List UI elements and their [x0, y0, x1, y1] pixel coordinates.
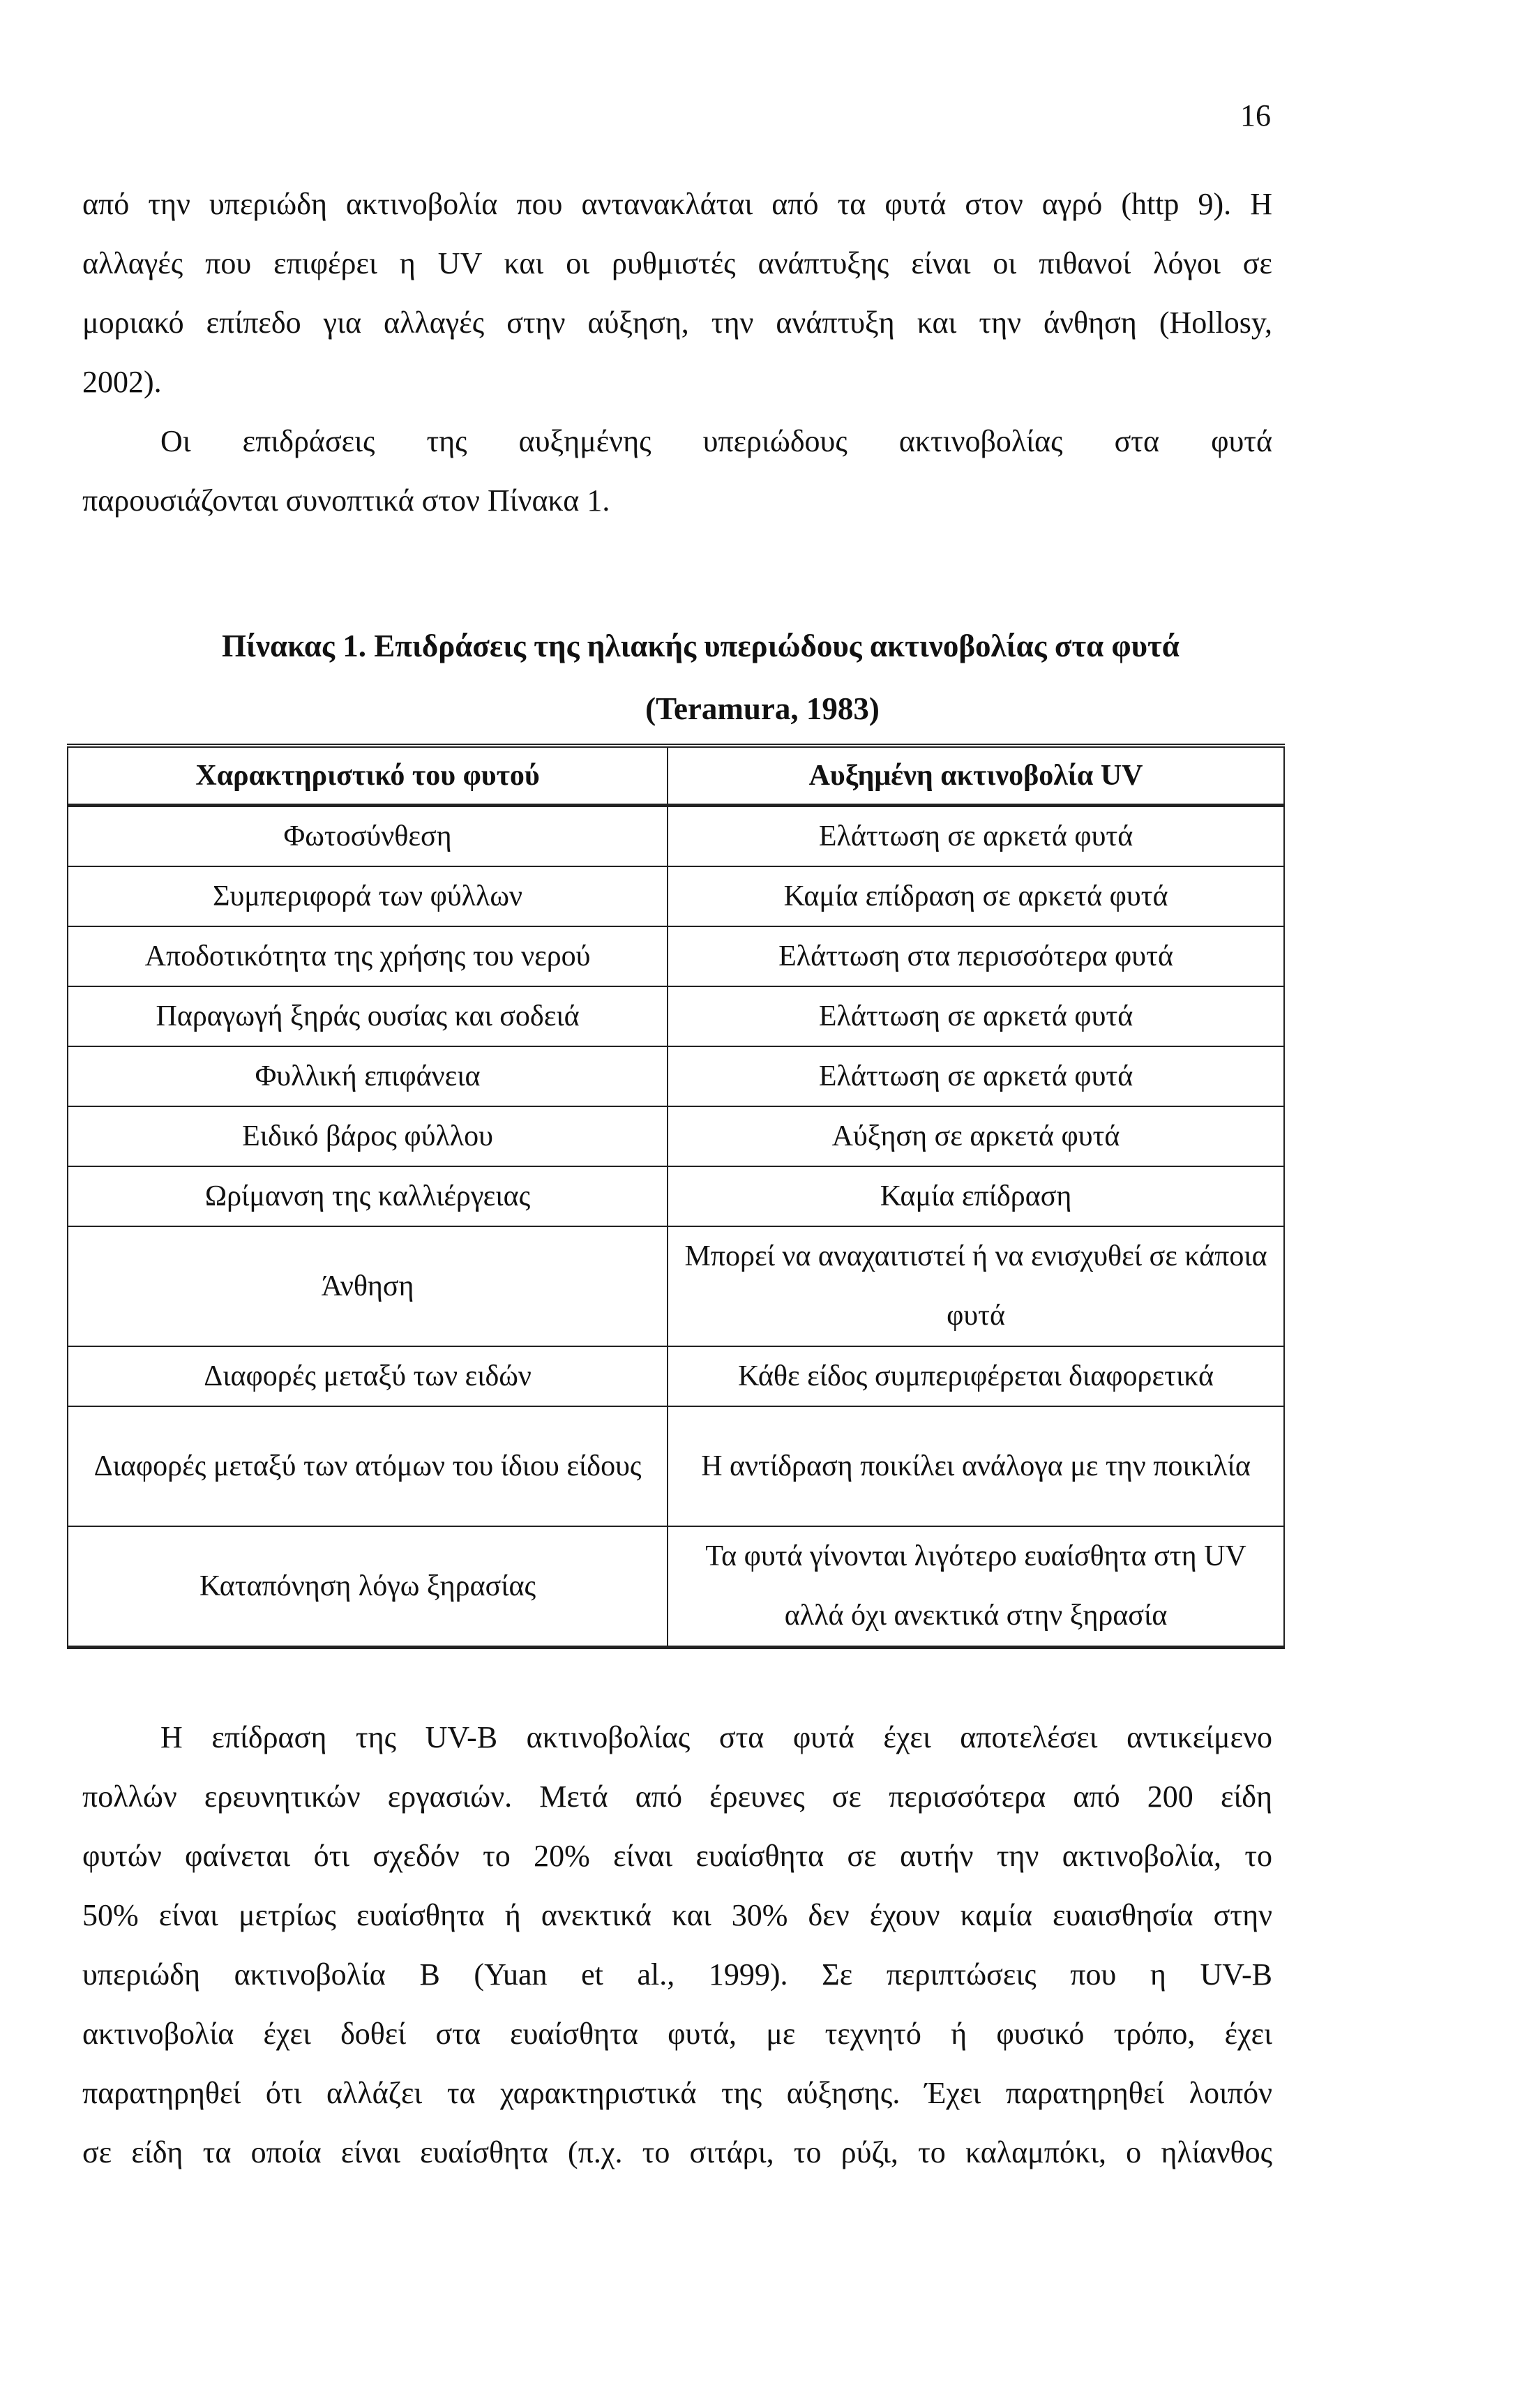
table-cell: Διαφορές μεταξύ των ειδών: [68, 1346, 668, 1406]
text-line: 2002).: [82, 365, 162, 399]
table-cell: Φωτοσύνθεση: [68, 806, 668, 867]
table-cell: Ελάττωση σε αρκετά φυτά: [668, 806, 1284, 867]
table-row: [68, 1526, 1284, 1648]
text-line: αλλαγές που επιφέρει η UV και οι ρυθμιστές ανάπτυξης είναι οι πιθανοί λόγοι σε: [82, 246, 1272, 280]
table-caption: Πίνακας 1. Επιδράσεις της ηλιακής υπεριώδους ακτινοβολίας στα φυτά: [222, 629, 1180, 663]
table-row: [68, 866, 1284, 926]
table-row: [68, 1046, 1284, 1106]
table-row: [68, 1226, 1284, 1346]
table-row: [68, 926, 1284, 986]
table-cell: Αύξηση σε αρκετά φυτά: [668, 1106, 1284, 1166]
table-row: [68, 1166, 1284, 1226]
text-line: Οι επιδράσεις της αυξημένης υπεριώδους ακτινοβολίας στα φυτά: [160, 424, 1272, 458]
table-cell: Ωρίμανση της καλλιέργειας: [68, 1166, 668, 1226]
table-row: [68, 1406, 1284, 1526]
page-number: 16: [1240, 98, 1271, 133]
table-cell: Άνθηση: [68, 1226, 668, 1346]
table-row: [68, 986, 1284, 1046]
table-cell: Παραγωγή ξηράς ουσίας και σοδειά: [68, 986, 668, 1046]
effects-table: [67, 744, 1285, 1649]
table-cell: Τα φυτά γίνονται λιγότερο ευαίσθητα στη UV αλλά όχι ανεκτικά στην ξηρασία: [668, 1526, 1284, 1648]
table-header-row: [68, 746, 1284, 806]
table-cell: Κάθε είδος συμπεριφέρεται διαφορετικά: [668, 1346, 1284, 1406]
text-line: παρουσιάζονται συνοπτικά στον Πίνακα 1.: [82, 483, 610, 518]
table-cell: Ειδικό βάρος φύλλου: [68, 1106, 668, 1166]
table-cell: Η αντίδραση ποικίλει ανάλογα με την ποικιλία: [668, 1406, 1284, 1526]
text-line: μοριακό επίπεδο για αλλαγές στην αύξηση, την ανάπτυξη και την άνθηση (Hollosy,: [82, 306, 1272, 340]
table-cell: Φυλλική επιφάνεια: [68, 1046, 668, 1106]
table-cell: Ελάττωση στα περισσότερα φυτά: [668, 926, 1284, 986]
table-cell: Συμπεριφορά των φύλλων: [68, 866, 668, 926]
text-line: Η επίδραση της UV-B ακτινοβολίας στα φυτά έχει αποτελέσει αντικείμενο: [160, 1720, 1272, 1754]
text-line: 50% είναι μετρίως ευαίσθητα ή ανεκτικά και 30% δεν έχουν καμία ευαισθησία στην: [82, 1898, 1272, 1932]
text-line: από την υπεριώδη ακτινοβολία που αντανακλάται από τα φυτά στον αγρό (http 9). Η: [82, 187, 1272, 221]
table-row: [68, 806, 1284, 867]
table-cell: Ελάττωση σε αρκετά φυτά: [668, 1046, 1284, 1106]
table-cell: Αποδοτικότητα της χρήσης του νερού: [68, 926, 668, 986]
table-cell: Μπορεί να αναχαιτιστεί ή να ενισχυθεί σε κάποια φυτά: [668, 1226, 1284, 1346]
table-source: (Teramura, 1983): [645, 691, 880, 726]
text-line: ακτινοβολία έχει δοθεί στα ευαίσθητα φυτά, με τεχνητό ή φυσικό τρόπο, έχει: [82, 2017, 1272, 2051]
text-line: παρατηρηθεί ότι αλλάζει τα χαρακτηριστικά της αύξησης. Έχει παρατηρηθεί λοιπόν: [82, 2076, 1272, 2110]
header-increased-uv: Αυξημένη ακτινοβολία UV: [668, 746, 1284, 806]
text-line: υπεριώδη ακτινοβολία Β (Yuan et al., 1999). Σε περιπτώσεις που η UV-B: [82, 1957, 1272, 1992]
table-cell: Ελάττωση σε αρκετά φυτά: [668, 986, 1284, 1046]
text-line: σε είδη τα οποία είναι ευαίσθητα (π.χ. το σιτάρι, το ρύζι, το καλαμπόκι, ο ηλίανθος: [82, 2135, 1272, 2169]
text-line: πολλών ερευνητικών εργασιών. Μετά από έρευνες σε περισσότερα από 200 είδη: [82, 1779, 1272, 1814]
table-cell: Καμία επίδραση σε αρκετά φυτά: [668, 866, 1284, 926]
text-line: φυτών φαίνεται ότι σχεδόν το 20% είναι ευαίσθητα σε αυτήν την ακτινοβολία, το: [82, 1839, 1272, 1873]
header-plant-characteristic: Χαρακτηριστικό του φυτού: [68, 746, 668, 806]
body-paragraph: [82, 1708, 1272, 2182]
table-cell: Καμία επίδραση: [668, 1166, 1284, 1226]
table-row: [68, 1346, 1284, 1406]
table-cell: Διαφορές μεταξύ των ατόμων του ίδιου είδους: [68, 1406, 668, 1526]
table-row: [68, 1106, 1284, 1166]
table-cell: Καταπόνηση λόγω ξηρασίας: [68, 1526, 668, 1648]
intro-paragraph: [82, 174, 1272, 530]
